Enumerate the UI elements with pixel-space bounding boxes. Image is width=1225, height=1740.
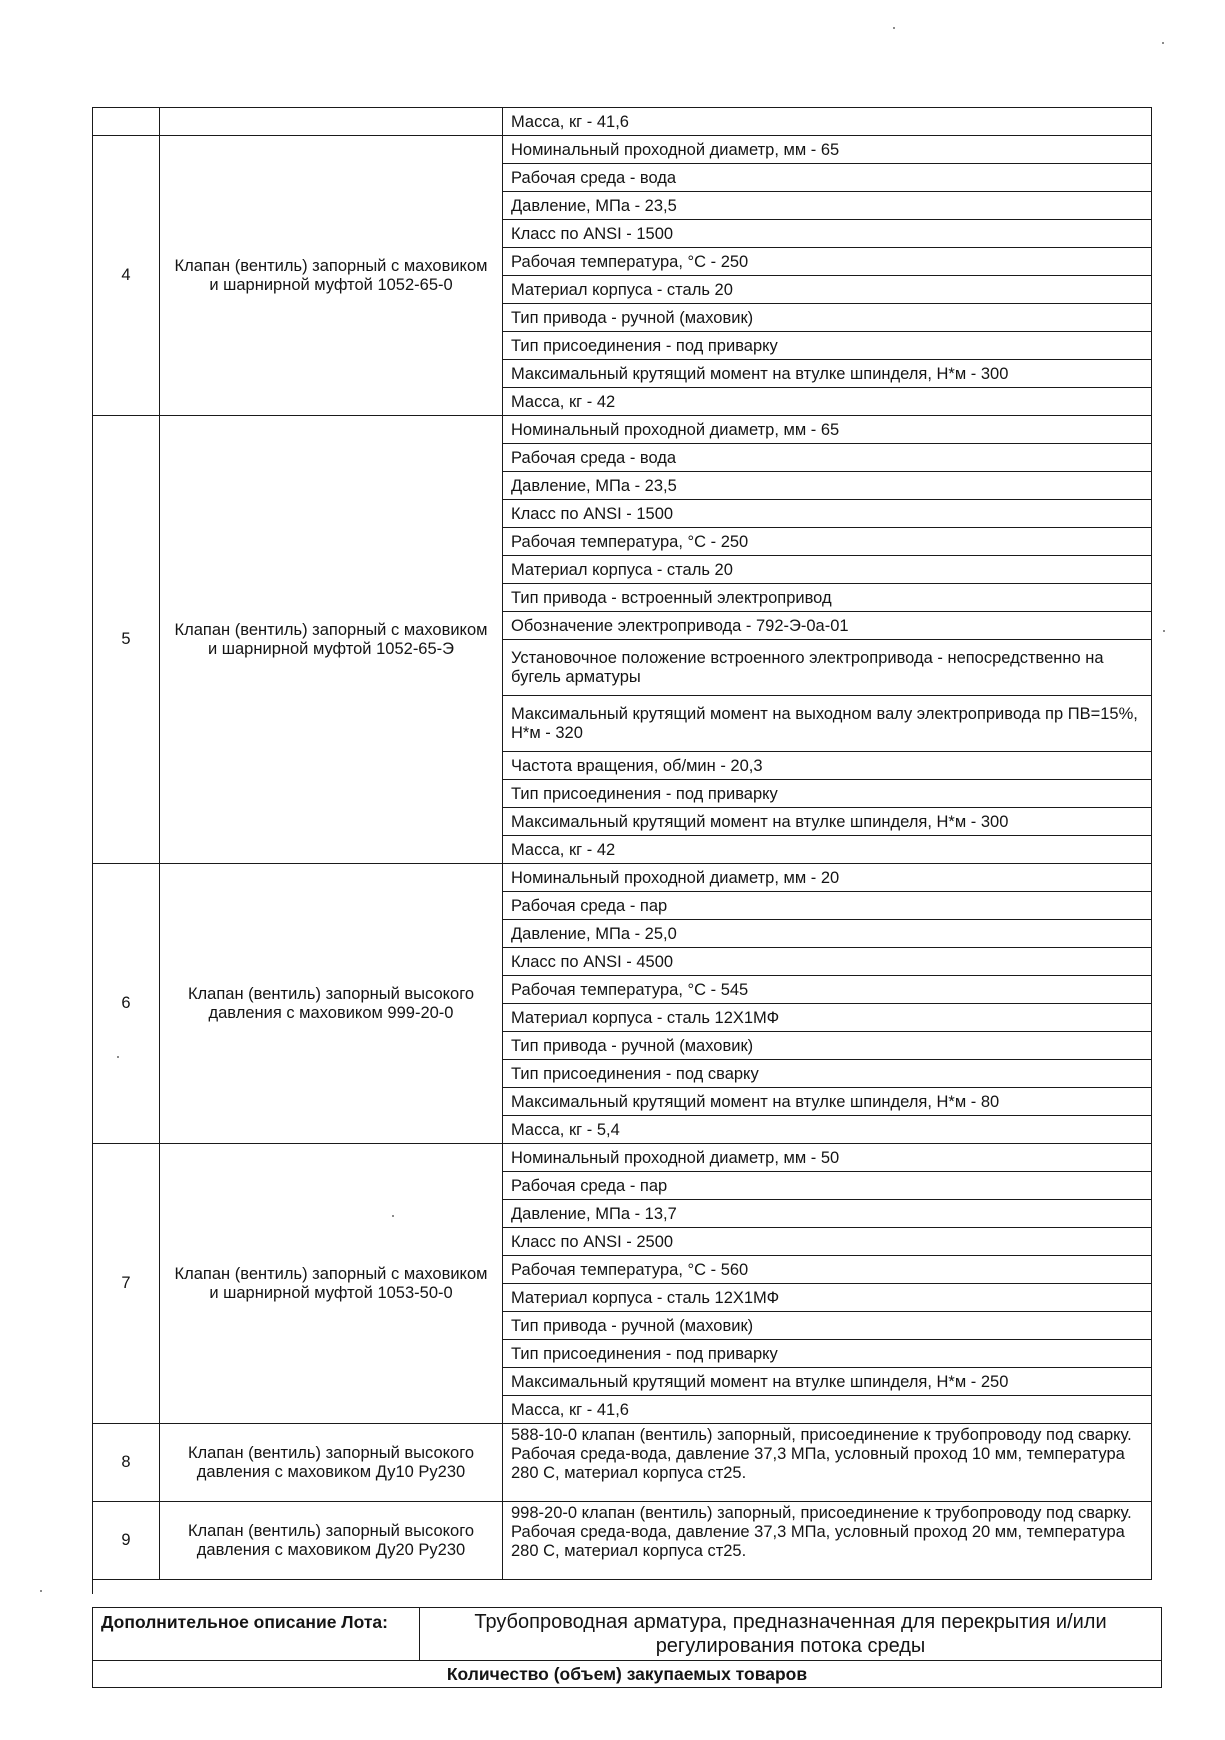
table-row [93,864,1152,892]
item-parameter: Масса, кг - 41,6 [503,1396,1152,1424]
item-parameter: Материал корпуса - сталь 20 [503,276,1152,304]
item-number: 7 [93,1144,160,1424]
item-parameter: Масса, кг - 42 [503,836,1152,864]
item-number: 6 [93,864,160,1144]
item-parameter: Номинальный проходной диаметр, мм - 65 [503,416,1152,444]
item-parameter: Максимальный крутящий момент на втулке шпинделя, Н*м - 300 [503,808,1152,836]
item-parameter: Масса, кг - 41,6 [503,108,1152,136]
additional-description-label: Дополнительное описание Лота: [93,1608,420,1661]
item-parameter: Частота вращения, об/мин - 20,3 [503,752,1152,780]
additional-description-value: Трубопроводная арматура, предназначенная для перекрытия и/или регулирования потока среды [420,1608,1162,1661]
item-name: Клапан (вентиль) запорный высокого давления с маховиком Ду10 Ру230 [160,1424,503,1502]
item-parameter: Рабочая температура, °С - 250 [503,528,1152,556]
item-parameter: Рабочая среда - вода [503,444,1152,472]
item-parameter: Рабочая среда - вода [503,164,1152,192]
item-name: Клапан (вентиль) запорный с маховиком и шарнирной муфтой 1052-65-0 [160,136,503,416]
item-parameter: Тип присоединения - под приварку [503,1340,1152,1368]
item-parameter: Давление, МПа - 23,5 [503,472,1152,500]
item-parameter: Максимальный крутящий момент на втулке шпинделя, Н*м - 300 [503,360,1152,388]
table-row [93,1424,1152,1502]
item-parameter: Рабочая среда - пар [503,892,1152,920]
item-number: 4 [93,136,160,416]
item-parameter: Материал корпуса - сталь 12Х1МФ [503,1284,1152,1312]
scan-speck [40,1590,42,1592]
item-name: Клапан (вентиль) запорный высокого давления с маховиком Ду20 Ру230 [160,1502,503,1580]
item-parameter: Класс по ANSI - 1500 [503,220,1152,248]
item-parameter: Обозначение электропривода - 792-Э-0а-01 [503,612,1152,640]
item-number: 8 [93,1424,160,1502]
item-parameter: Тип присоединения - под сварку [503,1060,1152,1088]
item-parameter: Материал корпуса - сталь 12Х1МФ [503,1004,1152,1032]
item-parameter: Класс по ANSI - 1500 [503,500,1152,528]
table-row [93,1144,1152,1172]
item-parameter: Рабочая среда - пар [503,1172,1152,1200]
item-parameter: Тип привода - ручной (маховик) [503,1032,1152,1060]
item-parameter: Класс по ANSI - 4500 [503,948,1152,976]
item-parameter: Максимальный крутящий момент на втулке шпинделя, Н*м - 250 [503,1368,1152,1396]
item-parameter: Тип привода - встроенный электропривод [503,584,1152,612]
item-parameter: Номинальный проходной диаметр, мм - 50 [503,1144,1152,1172]
scan-speck [1162,42,1164,44]
table-row [93,108,1152,136]
item-parameter: Рабочая температура, °С - 250 [503,248,1152,276]
scan-speck [392,1215,394,1217]
item-parameter: Давление, МПа - 23,5 [503,192,1152,220]
item-number: 5 [93,416,160,864]
lot-description-table [92,1607,1162,1688]
item-parameter: Давление, МПа - 13,7 [503,1200,1152,1228]
item-parameter: Материал корпуса - сталь 20 [503,556,1152,584]
item-parameter: Максимальный крутящий момент на втулке шпинделя, Н*м - 80 [503,1088,1152,1116]
item-parameter: Рабочая температура, °С - 545 [503,976,1152,1004]
quantity-header: Количество (объем) закупаемых товаров [93,1661,1162,1688]
item-number: 9 [93,1502,160,1580]
scan-speck [893,27,895,29]
item-parameter: Номинальный проходной диаметр, мм - 65 [503,136,1152,164]
item-parameter: Номинальный проходной диаметр, мм - 20 [503,864,1152,892]
item-parameter: Класс по ANSI - 2500 [503,1228,1152,1256]
item-name [160,108,503,136]
item-name: Клапан (вентиль) запорный с маховиком и шарнирной муфтой 1052-65-Э [160,416,503,864]
item-parameter: Максимальный крутящий момент на выходном валу электропривода пр ПВ=15%, Н*м - 320 [503,696,1152,752]
table-row [93,136,1152,164]
item-parameter: 588-10-0 клапан (вентиль) запорный, присоединение к трубопроводу под сварку. Рабочая среда-вода, давление 37,3 МПа, условный проход 10 мм, температура 280 С, материал корпуса ст25. [503,1424,1152,1502]
item-parameter: Рабочая температура, °С - 560 [503,1256,1152,1284]
specification-table [92,107,1152,1580]
scan-speck [1163,630,1165,632]
item-parameter: Масса, кг - 42 [503,388,1152,416]
scan-speck [117,1056,119,1058]
table-row [93,1502,1152,1580]
item-number [93,108,160,136]
item-parameter: Тип привода - ручной (маховик) [503,304,1152,332]
table-row [93,416,1152,444]
item-parameter: 998-20-0 клапан (вентиль) запорный, присоединение к трубопроводу под сварку. Рабочая среда-вода, давление 37,3 МПа, условный проход 20 мм, температура 280 С, материал корпуса ст25. [503,1502,1152,1580]
item-parameter: Тип присоединения - под приварку [503,332,1152,360]
item-parameter: Тип привода - ручной (маховик) [503,1312,1152,1340]
item-parameter: Давление, МПа - 25,0 [503,920,1152,948]
item-parameter: Установочное положение встроенного электропривода - непосредственно на бугель арматуры [503,640,1152,696]
item-parameter: Масса, кг - 5,4 [503,1116,1152,1144]
item-name: Клапан (вентиль) запорный с маховиком и шарнирной муфтой 1053-50-0 [160,1144,503,1424]
item-parameter: Тип присоединения - под приварку [503,780,1152,808]
item-name: Клапан (вентиль) запорный высокого давления с маховиком 999-20-0 [160,864,503,1144]
